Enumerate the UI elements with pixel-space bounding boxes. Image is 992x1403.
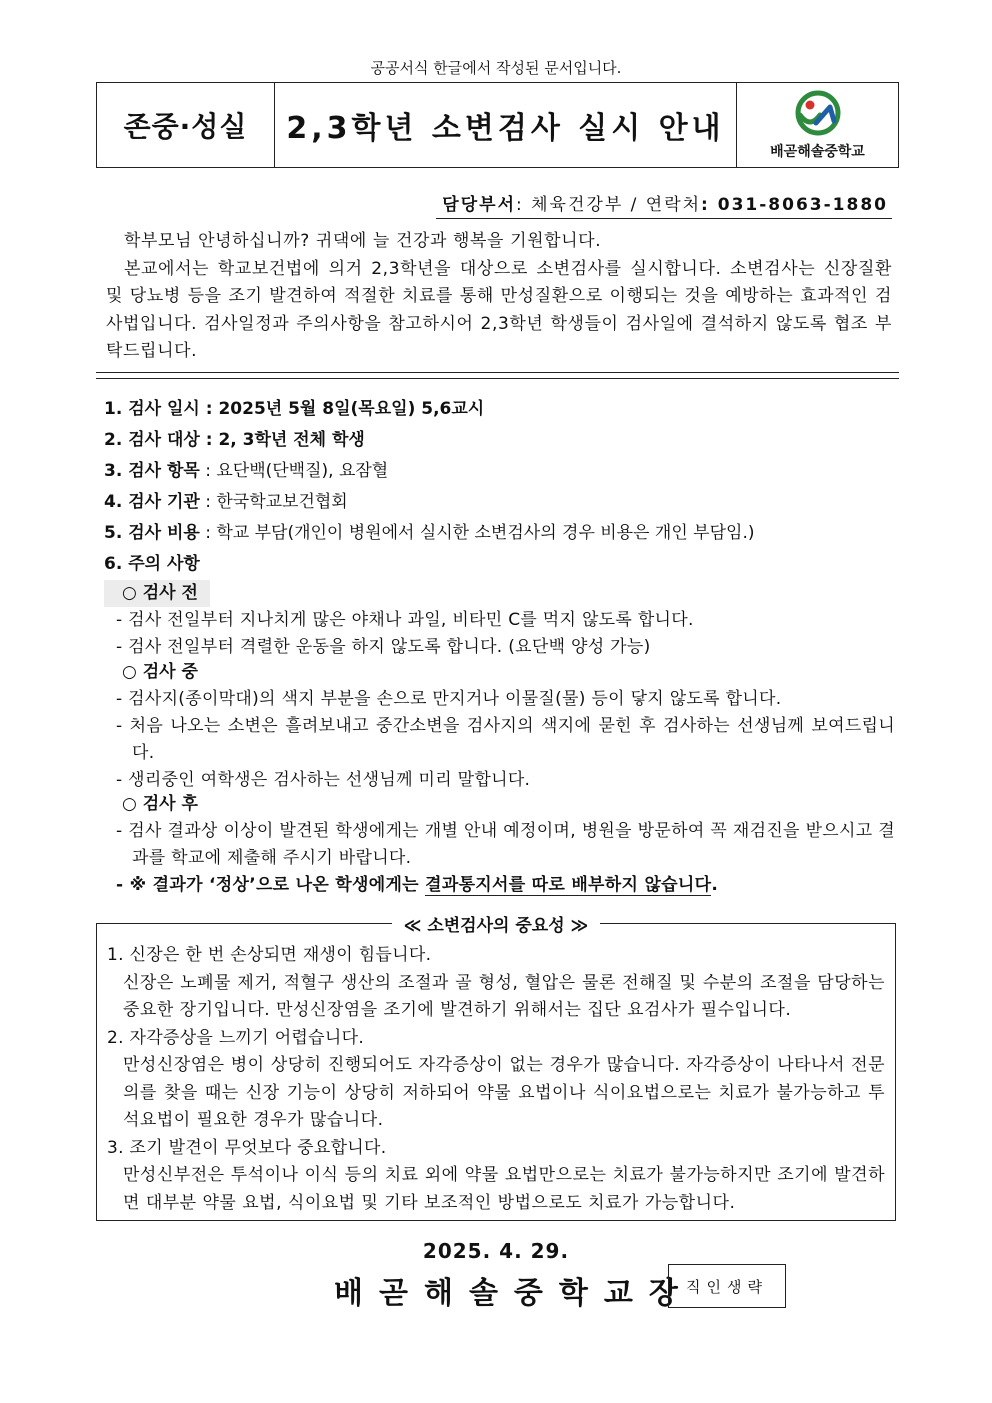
item-label: 6. 주의 사항 [104,554,200,574]
item-value: 2025년 5월 8일(목요일) 5,6교시 [218,399,485,419]
issue-date: 2025. 4. 29. [422,1239,570,1263]
cautions-item [104,549,899,580]
exam-agency-item [104,487,899,518]
intro-body: 본교에서는 학교보건법에 의거 2,3학년을 대상으로 소변검사를 실시합니다. 소변검사는 신장질환 및 당뇨병 등을 조기 발견하여 적절한 치료를 통해 만성질환으로 이행되는 것을 예방하는 효과적인 검사법입니다. 검사일정과 주의사항을 참고하시어 2,3학년 학생들이 검사일에 결석하지 않도록 협조 부탁드립니다. [106,258,892,361]
document-title: 2,3학년 소변검사 실시 안내 [275,83,737,167]
contact-line [436,190,892,219]
caution-before-line: - 검사 전일부터 격렬한 운동을 하지 않도록 합니다. (요단백 양성 가능) [116,637,651,657]
caution-during-line: - 처음 나오는 소변은 흘려보내고 중간소변을 검사지의 색지에 묻힌 후 검사하는 선생님께 보여드립니다. [116,716,895,763]
importance-point-heading: 3. 조기 발견이 무엇보다 중요합니다. [107,1137,387,1158]
caution-before [104,580,899,661]
item-label: 4. 검사 기관 [104,492,200,512]
intro-greeting: 학부모님 안녕하십니까? 귀댁에 늘 건강과 행복을 기원합니다. [124,231,602,251]
importance-point-text: 만성신장염은 병이 상당히 진행되어도 자각증상이 없는 경우가 많습니다. 자각증상이 나타나서 전문의를 찾을 때는 신장 기능이 상당히 저하되어 약물 요법이나 식이요법으로는 치료가 불가능하고 투석요법이 필요한 경우가 많습니다. [123,1055,885,1130]
intro-paragraphs [106,228,892,366]
exam-info-list [104,394,899,580]
importance-box [96,916,896,1221]
item-label: 5. 검사 비용 [104,523,200,543]
principal-signature: 배곧해솔중학교장 [334,1276,694,1311]
caution-during-heading: ○ 검사 중 [122,662,198,682]
notice-suffix: . [711,875,719,895]
exam-target-item [104,425,899,456]
caution-during [104,659,899,794]
item-value: : 학교 부담(개인이 병원에서 실시한 소변검사의 경우 비용은 개인 부담임.) [199,523,755,543]
item-value: : 요단백(단백질), 요잠혈 [199,461,389,481]
caution-before-line: - 검사 전일부터 지나치게 많은 야채나 과일, 비타민 C를 먹지 않도록 합니다. [116,610,694,630]
caution-during-line: - 검사지(종이막대)의 색지 부분을 손으로 만지거나 이물질(물) 등이 닿지 않도록 합니다. [116,689,782,709]
importance-point-heading: 2. 자각증상을 느끼기 어렵습니다. [107,1027,365,1048]
notice-prefix: - ※ 결과가 ‘정상’으로 나온 학생에게는 [116,875,426,895]
double-divider [96,372,899,379]
dept-label: 담당부서 [442,195,516,215]
document-notice: 공공서식 한글에서 작성된 문서입니다. [370,59,622,77]
school-motto: 존중·성실 [97,83,275,167]
header-box [96,82,899,168]
importance-body [107,942,885,1217]
exam-cost-item [104,518,899,549]
caution-after-line: - 검사 결과상 이상이 발견된 학생에게는 개별 안내 예정이며, 병원을 방문하여 꼭 재검진을 받으시고 결과를 학교에 제출해 주시기 바랍니다. [116,821,895,868]
school-logo [737,83,898,167]
item-label: 3. 검사 항목 [104,461,200,481]
phone-number: : 031-8063-1880 [701,195,888,215]
notice-underlined: 결과통지서를 따로 배부하지 않습니다 [425,875,712,895]
logo-school-name: 배곧해솔중학교 [770,144,865,160]
caution-after-heading: ○ 검사 후 [122,794,198,814]
caution-before-heading: ○ 검사 전 [104,580,210,607]
item-value: : 한국학교보건협회 [199,492,348,512]
caution-after [104,791,899,899]
seal-omitted-box: 직인생략 [668,1264,786,1308]
importance-title: ≪ 소변검사의 중요성 ≫ [97,911,895,936]
importance-point-heading: 1. 신장은 한 번 손상되면 재생이 힘듭니다. [107,945,432,965]
exam-date-item [104,394,899,425]
item-label: 2. 검사 대상 [104,430,200,450]
dept-value: : 체육건강부 / 연락처 [516,195,702,215]
importance-point-text: 만성신부전은 투석이나 이식 등의 치료 외에 약물 요법만으로는 치료가 불가능하지만 조기에 발견하면 대부분 약물 요법, 식이요법 및 기타 보조적인 방법으로도 치료가 가능합니다. [123,1165,885,1213]
school-emblem-icon [786,89,850,139]
exam-items-item [104,456,899,487]
caution-after-notice [104,872,899,899]
importance-point-text: 신장은 노폐물 제거, 적혈구 생산의 조절과 골 형성, 혈압은 물론 전해질 및 수분의 조절을 담당하는 중요한 장기입니다. 만성신장염을 조기에 발견하기 위해서는 집단 요검사가 필수입니다. [123,972,885,1020]
item-value: : 2, 3학년 전체 학생 [199,430,365,450]
caution-during-line: - 생리중인 여학생은 검사하는 선생님께 미리 말합니다. [116,770,531,790]
item-label: 1. 검사 일시 : [104,399,219,419]
